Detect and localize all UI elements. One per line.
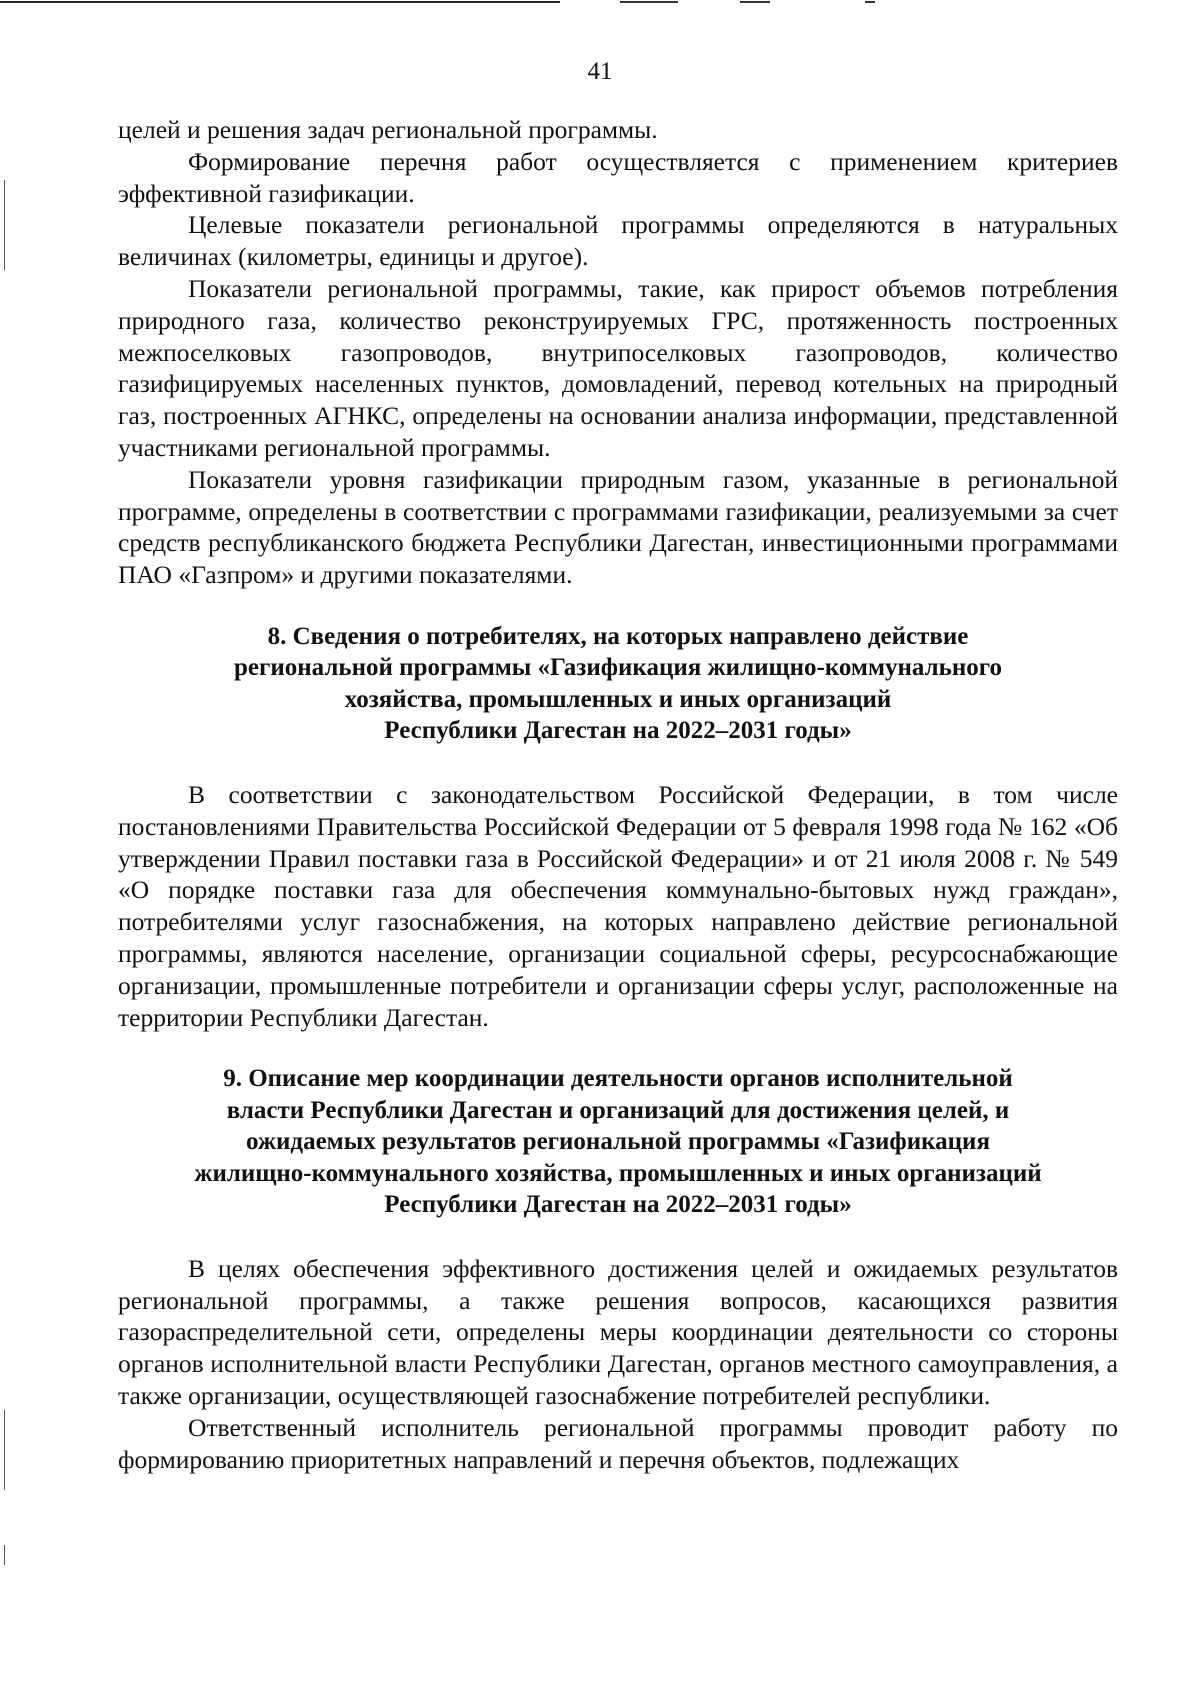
intro-paragraph: Показатели уровня газификации природным газом, указанные в региональной программе, определены в соответствии с программами газификации, реализуемыми за счет средств республиканского бюджета Республики Дагестан, инвестиционными программами ПАО «Газпром» и другими показателями. — [118, 464, 1118, 590]
heading-line: Республики Дагестан на 2022–2031 годы» — [384, 717, 852, 745]
heading-line: власти Республики Дагестан и организаций для достижения целей, и — [226, 1096, 1010, 1124]
intro-paragraph: Формирование перечня работ осуществляется с применением критериев эффективной газификации. — [118, 146, 1118, 208]
section-9-paragraph: В целях обеспечения эффективного достижения целей и ожидаемых результатов региональной программы, а также решения вопросов, касающихся развития газораспределительной сети, определены меры координации деятельности со стороны органов исполнительной власти Республики Дагестан, органов местного самоуправления, а также организации, осуществляющей газоснабжение потребителей республики. — [118, 1253, 1118, 1411]
section-9-paragraph: Ответственный исполнитель региональной программы проводит работу по формированию приоритетных направлений и перечня объектов, подлежащих — [118, 1412, 1118, 1474]
scan-margin-mark — [4, 1545, 5, 1565]
scan-margin-mark — [4, 180, 5, 270]
heading-line: 8. Сведения о потребителях, на которых направлено действие — [267, 622, 969, 650]
heading-line: жилищно-коммунального хозяйства, промышленных и иных организаций — [194, 1159, 1042, 1187]
intro-paragraph: целей и решения задач региональной программы. — [118, 115, 658, 144]
heading-line: 9. Описание мер координации деятельности органов исполнительной — [223, 1065, 1013, 1093]
heading-line: ожидаемых результатов региональной программы «Газификация — [246, 1128, 990, 1156]
section-9-heading — [118, 1063, 1118, 1221]
section-8-paragraph: В соответствии с законодательством Российской Федерации, в том числе постановлениями Правительства Российской Федерации от 5 февраля 1998 года № 162 «Об утверждении Правил поставки газа в Российской Федерации» и от 21 июля 2008 г. № 549 «О порядке поставки газа для обеспечения коммунально-бытовых нужд граждан», потребителями услуг газоснабжения, на которых направлено действие региональной программы, являются население, организации социальной сферы, ресурсоснабжающие организации, промышленные потребители и организации сферы услуг, расположенные на территории Республики Дагестан. — [118, 779, 1118, 1032]
heading-line: региональной программы «Газификация жилищно-коммунального — [233, 654, 1002, 682]
scan-edge-dash — [740, 1, 770, 3]
intro-paragraph: Целевые показатели региональной программы определяются в натуральных величинах (километры, единицы и другое). — [118, 210, 1118, 272]
scan-edge-line — [0, 1, 560, 3]
section-8-heading — [118, 621, 1118, 747]
heading-line: хозяйства, промышленных и иных организаций — [344, 685, 892, 713]
page-number: 41 — [587, 58, 613, 85]
heading-line: Республики Дагестан на 2022–2031 годы» — [384, 1191, 852, 1219]
scan-edge-dash — [620, 1, 678, 3]
intro-paragraph: Показатели региональной программы, такие, как прирост объемов потребления природного газа, количество реконструируемых ГРС, протяженность построенных межпоселковых газопроводов, внутрипоселковых газопроводов, количество газифицируемых населенных пунктов, домовладений, перевод котельных на природный газ, построенных АГНКС, определены на основании анализа информации, представленной участниками региональной программы. — [118, 273, 1118, 462]
scan-margin-mark — [4, 1410, 5, 1490]
document-body — [118, 114, 1118, 1475]
scan-edge-dash — [865, 1, 875, 3]
